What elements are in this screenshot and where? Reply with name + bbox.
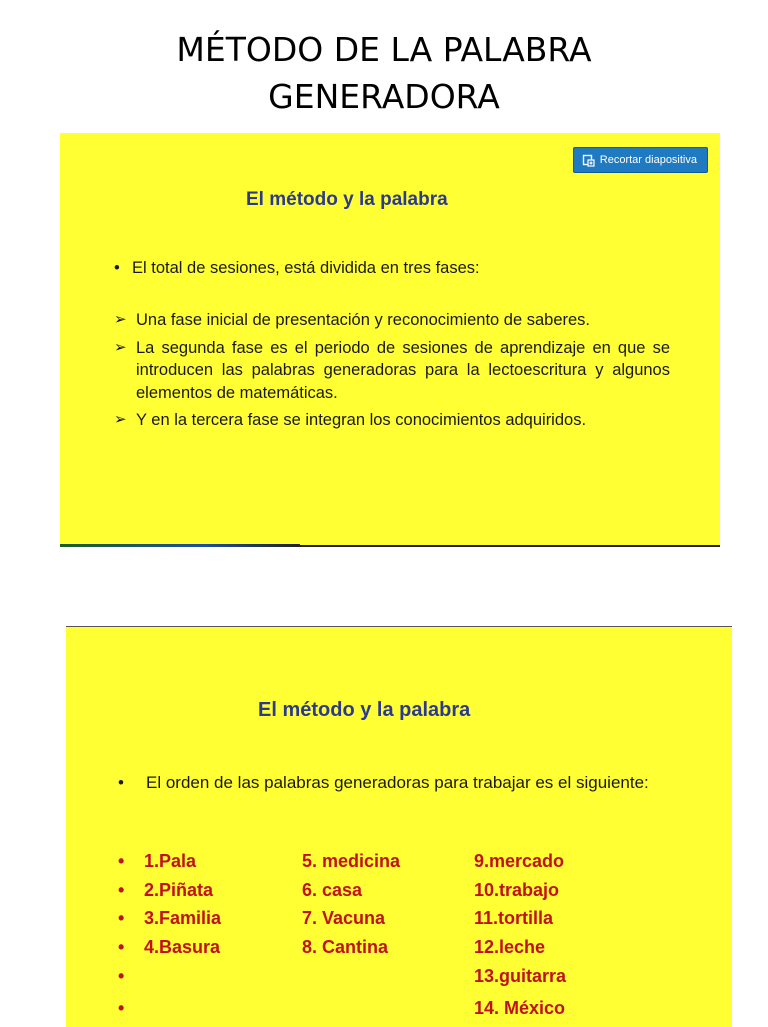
slide-1-heading: El método y la palabra [246,189,448,210]
page-title-line-2: GENERADORA [268,77,500,116]
word-col-2: 6. casa [302,879,363,900]
word-col-1: 2.Piñata [144,879,214,900]
arrow-bullet-icon: ➢ [114,311,127,328]
word-col-3: 11.tortilla [474,908,554,929]
page-title [0,26,768,120]
clip-slide-icon [582,154,595,167]
word-col-2: 8. Cantina [302,937,389,958]
phase-item [114,337,670,405]
slide-2-intro-text: El orden de las palabras generadoras para trabajar es el siguiente: [146,773,649,792]
word-col-1: 3.Familia [144,908,222,929]
bullet-dot: • [118,851,125,871]
word-col-1: 1.Pala [144,851,197,871]
bullet-dot: • [118,908,125,929]
phase-text: La segunda fase es el periodo de sesiones de aprendizaje en que se introducen las palabras generadoras para la lectoescritura y algunos elementos de matemáticas. [136,338,670,402]
word-row [118,966,718,995]
word-row [118,851,718,880]
word-col-3: 13.guitarra [474,965,567,986]
phase-item [114,309,670,332]
word-col-3: 10.trabajo [474,879,560,900]
word-col-1: 4.Basura [144,937,221,958]
word-row [118,998,718,1027]
word-col-2: 7. Vacuna [302,908,386,929]
word-row [118,880,718,909]
bullet-dot: • [114,259,120,277]
arrow-bullet-icon: ➢ [114,338,127,356]
phase-item [114,409,670,432]
word-col-2: 5. medicina [302,851,401,871]
clip-slide-button-label: Recortar diapositiva [599,154,697,166]
phase-text: Y en la tercera fase se integran los conocimientos adquiridos. [136,411,587,429]
slide-1-intro-text: El total de sesiones, está dividida en tres fases: [132,259,480,277]
bullet-dot: • [118,879,125,900]
slide-1-intro [114,257,674,279]
bullet-dot: • [118,998,125,1019]
word-row [118,937,718,966]
bullet-dot: • [118,937,125,958]
clip-slide-button[interactable] [573,147,708,173]
slide-2 [66,626,732,1027]
page-title-line-1: MÉTODO DE LA PALABRA [176,30,592,69]
bullet-dot: • [118,773,124,792]
word-col-3: 12.leche [474,937,546,958]
arrow-bullet-icon: ➢ [114,411,127,428]
slide-2-heading: El método y la palabra [258,699,471,721]
word-col-3: 14. México [474,998,566,1019]
word-col-3: 9.mercado [474,851,565,871]
slide-2-intro [118,771,678,795]
phase-list [114,309,670,437]
generative-words-list [118,851,718,1027]
bullet-dot: • [118,965,125,986]
slide-1 [60,133,720,547]
slide-bottom-strip [60,544,300,547]
phase-text: Una fase inicial de presentación y reconocimiento de saberes. [136,311,591,329]
word-row [118,908,718,937]
